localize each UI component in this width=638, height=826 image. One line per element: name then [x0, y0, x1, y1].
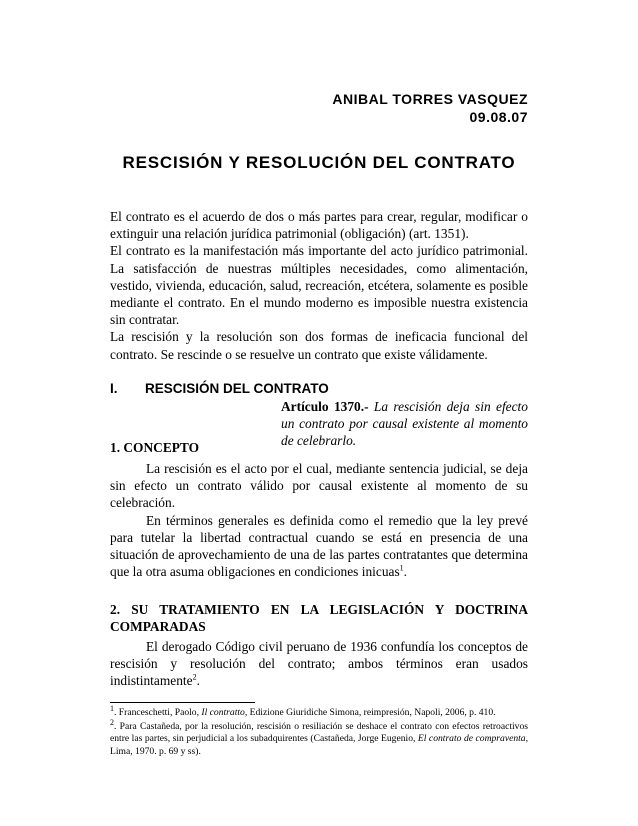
intro-paragraph-1: El contrato es el acuerdo de dos o más partes para crear, regular, modificar o extinguir una relación jurídica patrimonial (obligación) (art. 1351).	[110, 209, 528, 242]
article-quote	[281, 398, 528, 450]
document-date: 09.08.07	[469, 109, 528, 125]
footnote-ref-2: 2	[192, 672, 197, 682]
footnote-2-text-b: , Lima, 1970. p. 69 y ss).	[110, 733, 529, 757]
concept-heading: 1. CONCEPTO	[110, 440, 200, 455]
article-text: La rescisión deja sin efecto un contrato por causal existente al momento de celebrarlo.	[281, 399, 528, 449]
concept-paragraph-2-text: En términos generales es definida como el remedio que la ley prevé para tutelar la libertad contractual cuando se está en presencia de una situación de aprovechamiento de una de las partes contratantes que determina que la otra asuma obligaciones en condiciones inicuas	[110, 512, 528, 580]
article-number: Artículo 1370.-	[281, 399, 369, 414]
intro-paragraph-2: El contrato es la manifestación más importante del acto jurídico patrimonial. La satisfacción de nuestras múltiples necesidades, como alimentación, vestido, vivienda, educación, salud, recreación, etcétera, solamente es posible mediante el contrato. En el mundo moderno es imposible nuestra existencia sin contratar.	[110, 243, 528, 328]
author-name: ANIBAL TORRES VASQUEZ	[332, 91, 528, 107]
concept-paragraph-2-end: .	[403, 564, 408, 580]
concept-paragraph-1: La rescisión es el acto por el cual, mediante sentencia judicial, se deja sin efecto un contrato válido por causal existente al momento de su celebración.	[110, 461, 528, 511]
footnote-1-text-b: , Edizione Giuridiche Simona, reimpresión, Napoli, 2006, p. 410.	[244, 707, 496, 718]
footnote-2-text-a: . Para Castañeda, por la resolución, rescisión o resiliación se deshace el contrato con efectos retroactivos entre las partes, sin perjudicial a los subadquirentes (Castañeda, Jorge Eugenio,	[110, 720, 528, 745]
section-2-paragraph-end: .	[196, 673, 200, 689]
section-2-paragraph-text: El derogado Código civil peruano de 1936 confundía los conceptos de rescisión y resolución del contrato; ambos términos eran usados indistintamente	[110, 639, 528, 689]
footnote-2-title: El contrato de compraventa	[417, 733, 526, 745]
footnotes	[110, 703, 529, 759]
footnote-2	[110, 717, 529, 759]
footnote-1-mark: 1	[110, 703, 114, 713]
author-block	[332, 90, 528, 126]
concept-paragraph-2	[110, 512, 528, 581]
footnote-1	[110, 703, 528, 720]
footnote-2-mark: 2	[110, 717, 114, 727]
section-1-heading	[110, 381, 329, 396]
intro-paragraph-3: La rescisión y la resolución son dos formas de ineficacia funcional del contrato. Se rescinde o se resuelve un contrato que existe válidamente.	[110, 329, 528, 362]
footnote-1-title: Il contratto	[201, 707, 245, 718]
section-1-title: RESCISIÓN DEL CONTRATO	[145, 381, 329, 396]
section-1-number: I.	[110, 381, 118, 396]
intro-section	[110, 208, 528, 363]
concept-section	[110, 460, 528, 580]
section-2-heading: 2. SU TRATAMIENTO EN LA LEGISLACIÓN Y DOCTRINA COMPARADAS	[110, 602, 528, 635]
document-title: RESCISIÓN Y RESOLUCIÓN DEL CONTRATO	[122, 153, 516, 172]
footnote-divider	[110, 702, 255, 703]
footnote-1-text-a: . Franceschetti, Paolo,	[114, 707, 202, 718]
footnote-ref-1: 1	[399, 563, 404, 573]
section-2-body	[110, 638, 528, 690]
section-2-paragraph	[110, 638, 528, 690]
